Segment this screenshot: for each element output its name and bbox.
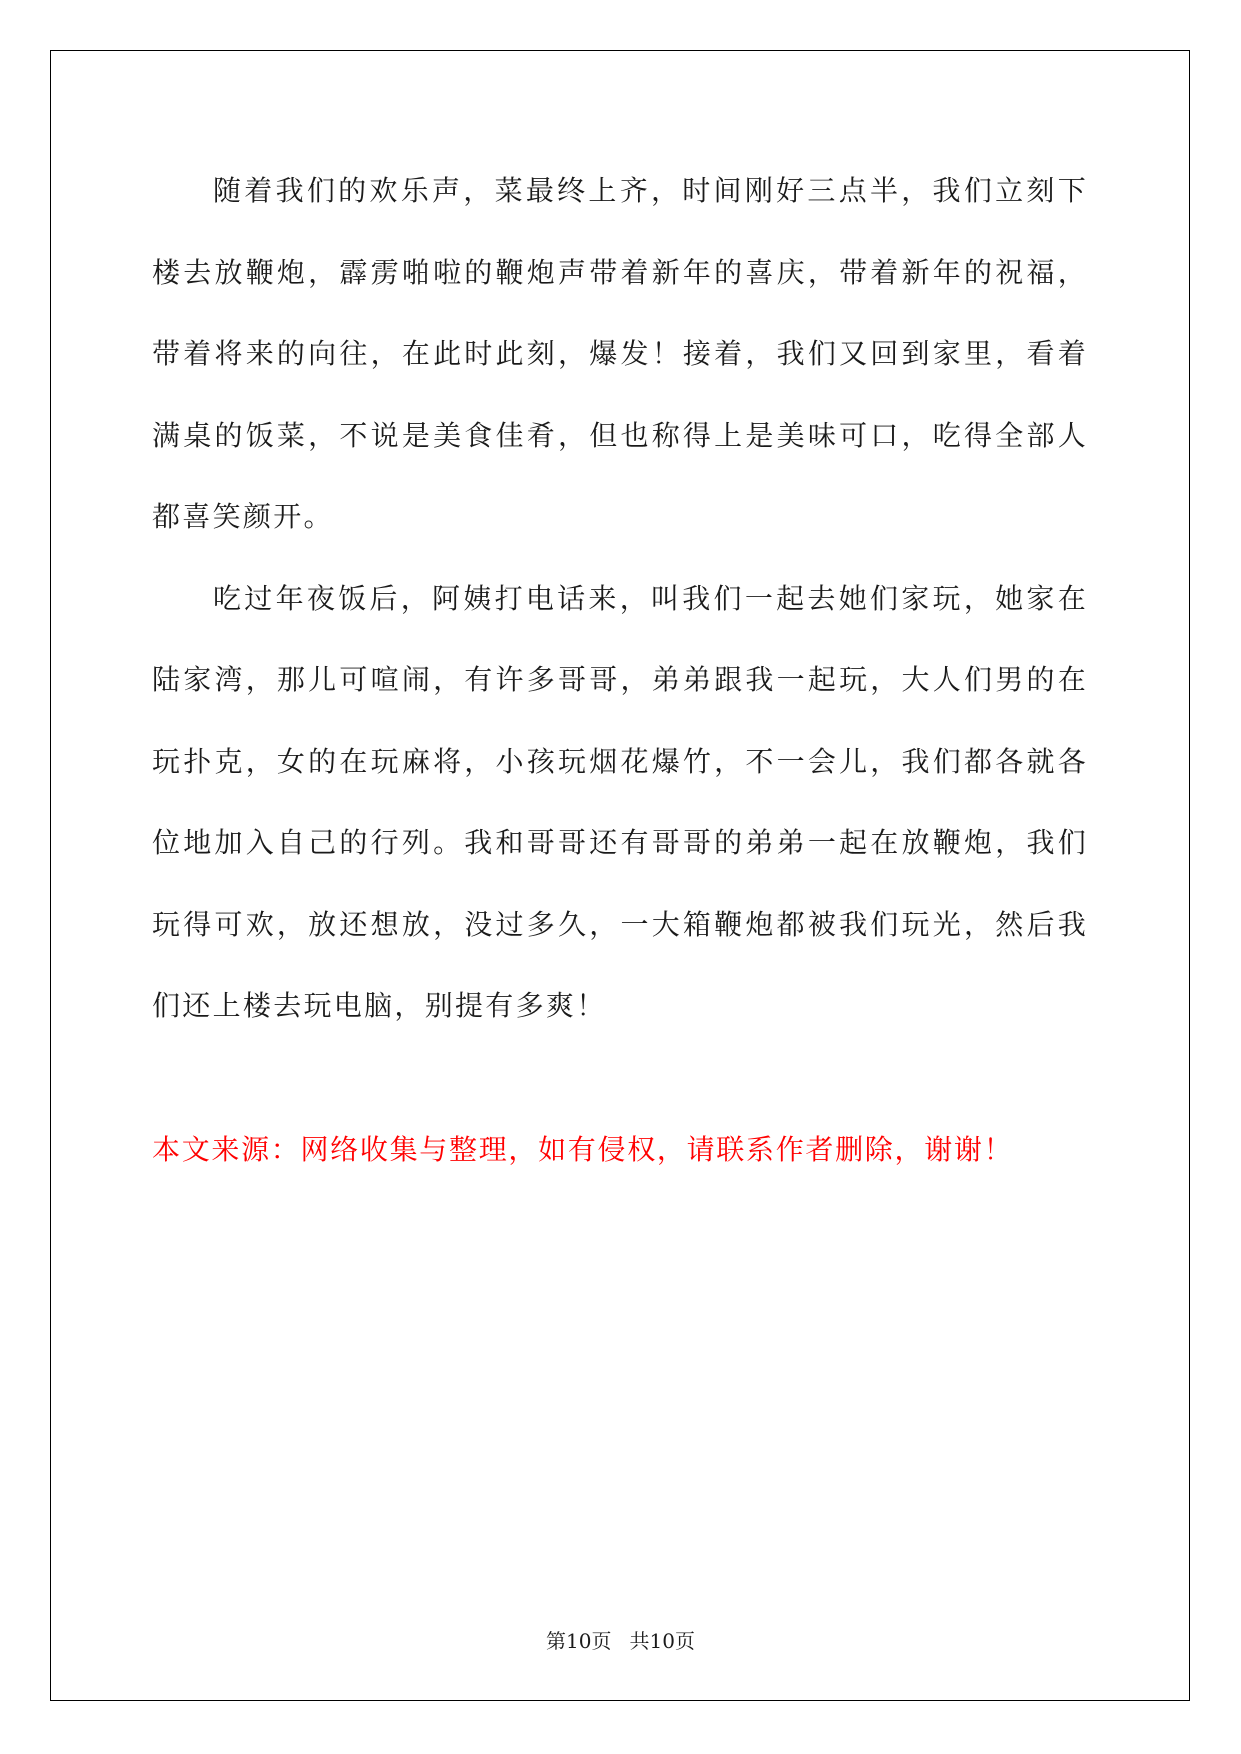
page-footer	[0, 1628, 1241, 1654]
page-number-current: 第10页	[546, 1629, 612, 1653]
paragraph-new-year-firecrackers: 随着我们的欢乐声，菜最终上齐，时间刚好三点半，我们立刻下楼去放鞭炮，霹雳啪啦的鞭炮声带着新年的喜庆，带着新年的祝福，带着将来的向往，在此时此刻，爆发！接着，我们又回到家里，看着满桌的饭菜，不说是美食佳肴，但也称得上是美味可口，吃得全部人都喜笑颜开。	[152, 174, 1088, 533]
page-number-total: 共10页	[629, 1629, 695, 1653]
paragraph-visit-aunt: 吃过年夜饭后，阿姨打电话来，叫我们一起去她们家玩，她家在陆家湾，那儿可喧闹，有许多哥哥，弟弟跟我一起玩，大人们男的在玩扑克，女的在玩麻将，小孩玩烟花爆竹，不一会儿，我们都各就各位地加入自己的行列。我和哥哥还有哥哥的弟弟一起在放鞭炮，我们玩得可欢，放还想放，没过多久，一大箱鞭炮都被我们玩光，然后我们还上楼去玩电脑，别提有多爽！	[152, 581, 1088, 1022]
source-disclaimer: 本文来源：网络收集与整理，如有侵权，请联系作者删除，谢谢！	[152, 1133, 1014, 1166]
document-body	[152, 150, 1088, 1047]
